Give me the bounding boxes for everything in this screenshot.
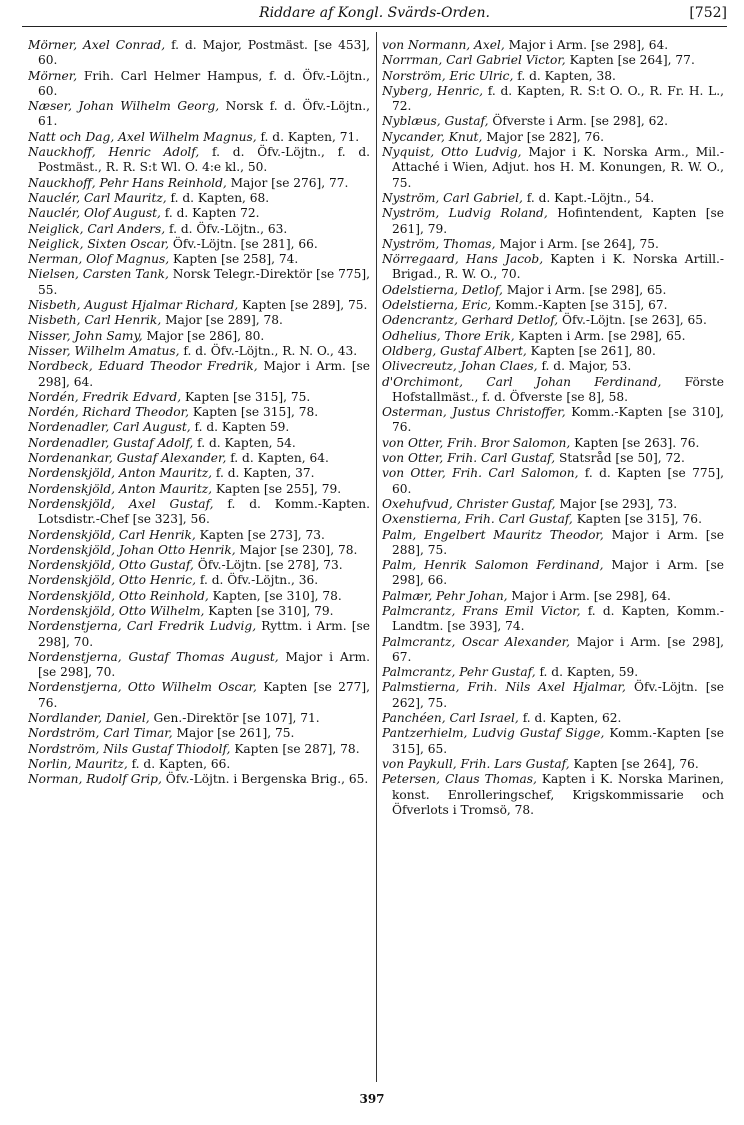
list-entry: [382, 528, 724, 559]
entry-text: Major [se 276], 77.: [230, 175, 349, 190]
list-entry: [28, 573, 370, 588]
entry-text: f. d. Kapten, 62.: [522, 711, 622, 726]
list-entry: [382, 665, 724, 680]
entry-name: Neiglick, Sixten Oscar,: [28, 236, 169, 251]
entry-text: f. d. Öfv.-Löjtn., R. N. O., 43.: [183, 343, 358, 358]
entry-name: Nisbeth, August Hjalmar Richard,: [28, 298, 239, 313]
list-entry: [28, 543, 370, 558]
entry-text: f. d. Major, 53.: [541, 359, 632, 374]
entry-text: f. d. Kapten, 54.: [197, 435, 296, 450]
list-entry: [28, 359, 370, 390]
entry-text: Förste Hofstallmäst., f. d. Öfverste [se 8], 58.: [392, 374, 724, 404]
entry-text: Komm.-Kapten [se 315], 67.: [495, 298, 668, 313]
entry-text: Komm.-Kapten [se 310], 76.: [392, 405, 724, 435]
list-entry: [28, 222, 370, 237]
entry-name: Panchéen, Carl Israel,: [382, 711, 519, 726]
list-entry: [382, 206, 724, 237]
list-entry: [28, 298, 370, 313]
entry-text: Statsråd [se 50], 72.: [558, 451, 685, 466]
entry-name: Nordenskjöld, Axel Gustaf,: [28, 496, 214, 511]
entry-name: Oxehufvud, Christer Gustaf,: [382, 496, 556, 511]
list-entry: [382, 313, 724, 328]
entry-text: Major i Arm. [se 264], 75.: [499, 236, 659, 251]
list-entry: [382, 283, 724, 298]
entry-text: Gen.-Direktör [se 107], 71.: [153, 711, 320, 726]
entry-text: Major [se 293], 73.: [559, 496, 678, 511]
entry-text: Kapten [se 264], 77.: [569, 53, 695, 68]
entry-name: Nordlander, Daniel,: [28, 711, 150, 726]
entry-name: Nyblæus, Gustaf,: [382, 114, 489, 129]
list-entry: [28, 99, 370, 130]
entry-text: Major i Arm. [se 298], 64.: [38, 359, 370, 389]
entry-name: Odelstierna, Detlof,: [382, 282, 503, 297]
entry-name: Nyström, Thomas,: [382, 236, 496, 251]
entry-text: Öfv.-Löjtn. [se 278], 73.: [197, 558, 343, 573]
list-entry: [28, 252, 370, 267]
entry-name: Nisser, John Samy,: [28, 328, 143, 343]
entry-name: Palmær, Pehr Johan,: [382, 588, 508, 603]
entry-text: f. d. Kapten, 66.: [131, 756, 231, 771]
entry-name: Palm, Engelbert Mauritz Theodor,: [382, 527, 604, 542]
entry-text: f. d. Öfv.-Löjtn., 63.: [169, 221, 288, 236]
entry-text: Kapten [se 289], 75.: [242, 298, 368, 313]
list-entry: [382, 451, 724, 466]
entry-text: f. d. Kapten, Komm.-Landtm. [se 393], 74.: [392, 603, 724, 634]
entry-name: Nordenskjöld, Anton Mauritz,: [28, 481, 213, 496]
list-entry: [28, 619, 370, 650]
entry-text: Kapten i K. Norska Marinen, konst. Enrolleringschef, Krigskommissarie och Öfverlots i Tromsö, 78.: [392, 772, 724, 817]
entry-name: Nordenskjöld, Anton Mauritz,: [28, 466, 213, 481]
entry-text: f. d. Kapten, R. S:t O. O., R. Fr. H. L., 72.: [392, 83, 724, 114]
entry-text: f. d. Major, Postmäst. [se 453], 60.: [38, 38, 370, 68]
entry-name: Natt och Dag, Axel Wilhelm Magnus,: [28, 129, 257, 144]
entry-name: Nordström, Nils Gustaf Thiodolf,: [28, 741, 231, 756]
entry-name: Nyström, Ludvig Roland,: [382, 206, 548, 221]
entry-name: Nordenskjöld, Carl Henrik,: [28, 527, 196, 542]
entry-name: Nordenstjerna, Carl Fredrik Ludvig,: [28, 619, 257, 634]
list-entry: [382, 757, 724, 772]
list-entry: [28, 497, 370, 528]
list-entry: [382, 298, 724, 313]
page-number: 397: [359, 1092, 385, 1106]
list-entry: [382, 635, 724, 666]
entry-text: Kapten i Arm. [se 298], 65.: [518, 328, 686, 343]
list-entry: [28, 191, 370, 206]
entry-name: Palmcrantz, Frans Emil Victor,: [382, 603, 581, 618]
list-entry: [382, 512, 724, 527]
entry-name: Nordenadler, Gustaf Adolf,: [28, 435, 194, 450]
list-entry: [382, 558, 724, 589]
list-entry: [382, 375, 724, 406]
entry-text: Kapten [se 287], 78.: [234, 741, 360, 756]
list-entry: [28, 69, 370, 100]
entry-text: f. d. Kapten, 71.: [260, 129, 360, 144]
entry-name: Nielsen, Carsten Tank,: [28, 267, 169, 282]
entry-text: Kapten [se 263]. 76.: [574, 435, 700, 450]
entry-text: Kapten [se 261], 80.: [530, 343, 656, 358]
list-entry: [382, 589, 724, 604]
list-entry: [28, 329, 370, 344]
entry-name: Olivecreutz, Johan Claes,: [382, 359, 538, 374]
entry-name: Odencrantz, Gerhard Detlof,: [382, 313, 559, 328]
entry-text: Major [se 261], 75.: [176, 726, 295, 741]
entry-text: Kapten, [se 310], 78.: [212, 588, 342, 603]
entry-name: Nordenskjöld, Johan Otto Henrik,: [28, 542, 236, 557]
entry-name: von Otter, Frih. Carl Gustaf,: [382, 451, 556, 466]
list-entry: [28, 650, 370, 681]
list-entry: [28, 38, 370, 69]
left-column: [28, 38, 370, 1078]
entry-name: Nordbeck, Eduard Theodor Fredrik,: [28, 359, 258, 374]
list-entry: [382, 237, 724, 252]
list-entry: [382, 329, 724, 344]
list-entry: [28, 145, 370, 176]
entry-name: Nordenstjerna, Otto Wilhelm Oscar,: [28, 680, 257, 695]
list-entry: [28, 420, 370, 435]
list-entry: [28, 206, 370, 221]
entry-name: d'Orchimont, Carl Johan Ferdinand,: [382, 374, 662, 389]
entry-text: Major i Arm. [se 298], 70.: [38, 649, 370, 680]
list-entry: [382, 252, 724, 283]
entry-text: Major i Arm. [se 298], 64.: [508, 38, 669, 52]
entry-name: Palmcrantz, Oscar Alexander,: [382, 634, 571, 649]
list-entry: [28, 558, 370, 573]
list-entry: [382, 604, 724, 635]
list-entry: [28, 604, 370, 619]
list-entry: [28, 405, 370, 420]
entry-text: Major [se 282], 76.: [486, 129, 605, 144]
entry-name: Nordenadler, Carl August,: [28, 420, 191, 435]
list-entry: [28, 726, 370, 741]
list-entry: [28, 390, 370, 405]
list-entry: [28, 130, 370, 145]
entry-text: Norsk Telegr.-Direktör [se 775], 55.: [38, 267, 370, 297]
page-header: [22, 2, 727, 27]
entry-text: Kapten [se 310], 79.: [208, 603, 334, 618]
entry-text: Öfv.-Löjtn. [se 262], 75.: [392, 680, 724, 710]
entry-text: Major i Arm. [se 298], 66.: [392, 558, 724, 588]
entry-text: Öfv.-Löjtn. [se 281], 66.: [172, 236, 318, 251]
list-entry: [382, 69, 724, 84]
entry-text: f. d. Öfv.-Löjtn., 36.: [199, 573, 319, 588]
list-entry: [382, 359, 724, 374]
list-entry: [28, 711, 370, 726]
entry-name: Mörner, Axel Conrad,: [28, 38, 166, 52]
entry-text: f. d. Kapten, 64.: [230, 451, 329, 466]
entry-name: Nauckhoff, Henric Adolf,: [28, 145, 200, 160]
entry-name: Oldberg, Gustaf Albert,: [382, 343, 527, 358]
entry-text: Öfv.-Löjtn. [se 263], 65.: [562, 313, 707, 328]
list-entry: [382, 38, 724, 53]
list-entry: [28, 589, 370, 604]
list-entry: [382, 405, 724, 436]
entry-name: Nyberg, Henric,: [382, 83, 483, 98]
entry-text: Major [se 289], 78.: [165, 313, 283, 328]
entry-text: Frih. Carl Helmer Hampus, f. d. Öfv.-Löjtn., 60.: [38, 68, 370, 98]
entry-name: Norrman, Carl Gabriel Victor,: [382, 53, 566, 68]
entry-name: Nörregaard, Hans Jacob,: [382, 252, 544, 267]
entry-name: Nauclér, Olof August,: [28, 206, 161, 221]
entry-text: Major [se 286], 80.: [146, 328, 265, 343]
entry-name: Nordenstjerna, Gustaf Thomas August,: [28, 649, 279, 664]
list-entry: [28, 237, 370, 252]
entry-text: f. d. Kapten, 68.: [170, 190, 270, 205]
entry-name: Nordenskjöld, Otto Wilhelm,: [28, 603, 205, 618]
entry-name: Nordenskjöld, Otto Henric,: [28, 573, 197, 588]
list-entry: [382, 466, 724, 497]
list-entry: [382, 436, 724, 451]
entry-text: Öfv.-Löjtn. i Bergenska Brig., 65.: [165, 772, 369, 787]
list-entry: [382, 191, 724, 206]
entry-name: Nauclér, Carl Mauritz,: [28, 190, 167, 205]
list-entry: [382, 680, 724, 711]
entry-text: f. d. Kapten, 59.: [539, 665, 639, 680]
entry-text: Kapten [se 315], 76.: [576, 512, 702, 527]
list-entry: [28, 742, 370, 757]
entry-name: Pantzerhielm, Ludvig Gustaf Sigge,: [382, 726, 605, 741]
entry-name: Nerman, Olof Magnus,: [28, 252, 170, 267]
list-entry: [382, 344, 724, 359]
list-entry: [28, 757, 370, 772]
entry-name: Næser, Johan Wilhelm Georg,: [28, 99, 220, 114]
entry-name: von Normann, Axel,: [382, 38, 505, 52]
list-entry: [382, 772, 724, 818]
list-entry: [382, 711, 724, 726]
entry-text: Kapten [se 255], 79.: [215, 481, 342, 496]
list-entry: [382, 84, 724, 115]
entry-name: Petersen, Claus Thomas,: [382, 772, 537, 787]
entry-text: f. d. Kapten [se 775], 60.: [392, 466, 724, 496]
list-entry: [382, 53, 724, 68]
list-entry: [382, 114, 724, 129]
entry-text: Kapten [se 258], 74.: [172, 252, 299, 267]
entry-text: Kapten [se 315], 78.: [192, 405, 319, 420]
entry-text: f. d. Kapten, 37.: [215, 466, 315, 481]
entry-text: Kapten i K. Norska Artill.-Brigad., R. W. O., 70.: [392, 252, 724, 282]
entry-name: Nauckhoff, Pehr Hans Reinhold,: [28, 175, 227, 190]
entry-text: Major i Arm. [se 298], 64.: [511, 588, 671, 603]
list-entry: [28, 313, 370, 328]
list-entry: [28, 528, 370, 543]
entry-name: Palm, Henrik Salomon Ferdinand,: [382, 558, 604, 573]
entry-name: Nyquist, Otto Ludvig,: [382, 145, 522, 160]
entry-text: Komm.-Kapten [se 315], 65.: [392, 726, 724, 756]
list-entry: [28, 267, 370, 298]
entry-name: Norman, Rudolf Grip,: [28, 772, 162, 787]
entry-name: von Paykull, Frih. Lars Gustaf,: [382, 756, 570, 771]
entry-text: Kapten [se 315], 75.: [184, 389, 311, 404]
entry-name: Oxenstierna, Frih. Carl Gustaf,: [382, 512, 573, 527]
entry-name: Palmcrantz, Pehr Gustaf,: [382, 665, 536, 680]
list-entry: [382, 130, 724, 145]
entry-name: Nordén, Fredrik Edvard,: [28, 389, 182, 404]
entry-text: f. d. Kapten, 38.: [517, 68, 616, 83]
entry-text: Hofintendent, Kapten [se 261], 79.: [392, 206, 724, 236]
entry-name: Nordenankar, Gustaf Alexander,: [28, 451, 227, 466]
entry-name: Osterman, Justus Christoffer,: [382, 405, 566, 420]
list-entry: [382, 497, 724, 512]
entry-text: Major [se 230], 78.: [239, 542, 358, 557]
entry-name: Nordén, Richard Theodor,: [28, 405, 189, 420]
entry-text: f. d. Komm.-Kapten. Lotsdistr.-Chef [se 323], 56.: [38, 496, 370, 527]
entry-text: f. d. Kapt.-Löjtn., 54.: [526, 190, 655, 205]
entry-name: Nyström, Carl Gabriel,: [382, 190, 523, 205]
list-entry: [382, 145, 724, 191]
column-divider: [376, 32, 377, 1082]
entry-text: Norsk f. d. Öfv.-Löjtn., 61.: [38, 99, 370, 129]
list-entry: [28, 451, 370, 466]
entry-text: Kapten [se 273], 73.: [199, 527, 325, 542]
entry-text: Major i Arm. [se 298], 65.: [506, 282, 667, 297]
entry-name: von Otter, Frih. Bror Salomon,: [382, 435, 571, 450]
list-entry: [28, 436, 370, 451]
entry-text: Kapten [se 264], 76.: [573, 756, 699, 771]
entry-name: Nisbeth, Carl Henrik,: [28, 313, 162, 328]
entry-text: Öfverste i Arm. [se 298], 62.: [492, 114, 669, 129]
entry-name: Nordenskjöld, Otto Gustaf,: [28, 558, 194, 573]
list-entry: [28, 772, 370, 787]
entry-text: f. d. Kapten 72.: [164, 206, 260, 221]
entry-name: von Otter, Frih. Carl Salomon,: [382, 466, 579, 481]
entry-text: f. d. Kapten 59.: [194, 420, 290, 435]
list-entry: [28, 482, 370, 497]
entry-name: Odhelius, Thore Erik,: [382, 328, 515, 343]
entry-name: Norlin, Mauritz,: [28, 756, 128, 771]
entry-text: Major i K. Norska Arm., Mil.-Attaché i Wien, Adjut. hos H. M. Konungen, R. W. O., 75.: [392, 145, 724, 190]
entry-text: f. d. Öfv.-Löjtn., f. d. Postmäst., R. R. S:t Wl. O. 4:e kl., 50.: [38, 145, 370, 175]
list-entry: [28, 344, 370, 359]
entry-text: Ryttm. i Arm. [se 298], 70.: [38, 619, 370, 649]
list-entry: [28, 466, 370, 481]
entry-name: Palmstierna, Frih. Nils Axel Hjalmar,: [382, 680, 626, 695]
running-title: Riddare af Kongl. Svärds-Orden.: [259, 5, 490, 21]
entry-name: Nycander, Knut,: [382, 129, 483, 144]
entry-name: Nordenskjöld, Otto Reinhold,: [28, 588, 209, 603]
entry-name: Neiglick, Carl Anders,: [28, 221, 166, 236]
entry-text: Major i Arm. [se 298], 67.: [392, 634, 724, 664]
list-entry: [28, 176, 370, 191]
entry-name: Nordström, Carl Timar,: [28, 726, 173, 741]
list-entry: [28, 680, 370, 711]
right-column: [382, 38, 724, 1078]
entry-name: Norström, Eric Ulric,: [382, 68, 514, 83]
list-entry: [382, 726, 724, 757]
entry-name: Mörner,: [28, 68, 78, 83]
page-reference: [752]: [689, 5, 727, 21]
entry-text: Kapten [se 277], 76.: [38, 680, 370, 710]
entry-name: Odelstierna, Eric,: [382, 298, 492, 313]
entry-text: Major i Arm. [se 288], 75.: [392, 527, 724, 557]
entry-name: Nisser, Wilhelm Amatus,: [28, 343, 180, 358]
